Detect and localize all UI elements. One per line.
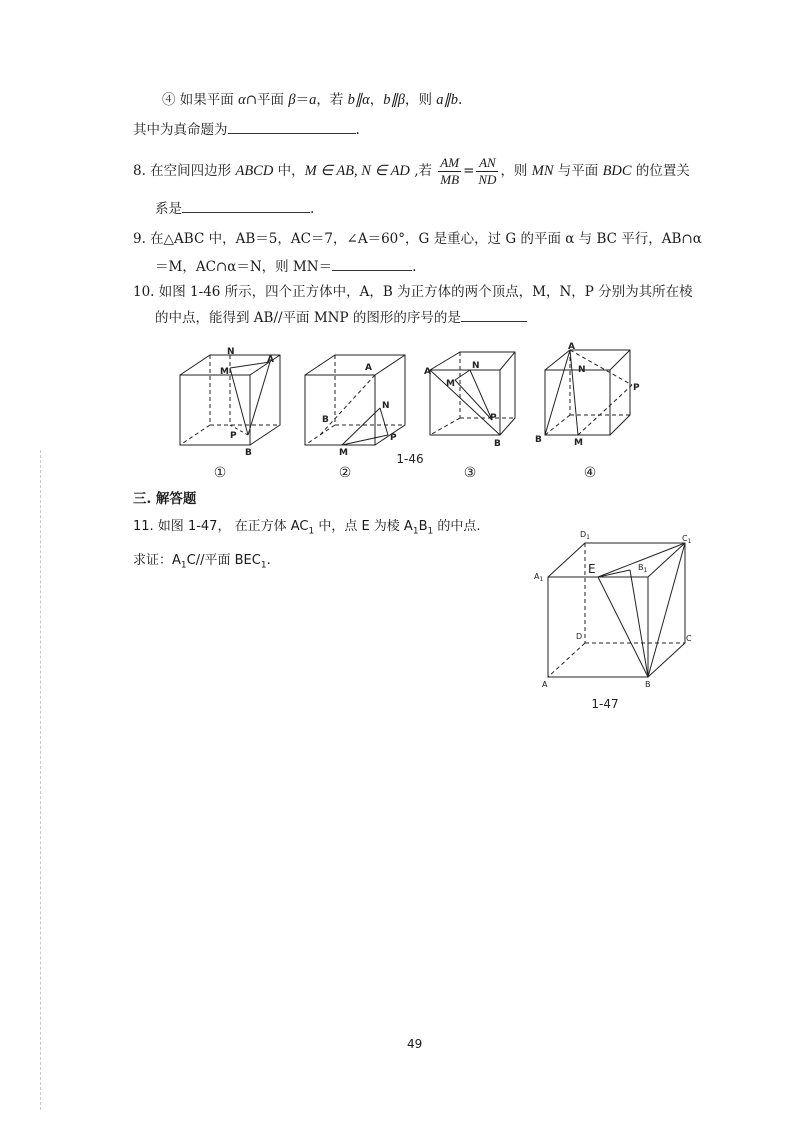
q11-proof-goal: 求证：$A_1C//$平面 $BEC_1$. <box>133 553 271 571</box>
fig46-2-label-p: P <box>390 433 397 443</box>
fig47-label-b: B <box>645 680 651 689</box>
item-4-statement: ④ 如果平面 α∩平面 β＝a，若 b∥α，b∥β，则 a∥b. <box>162 92 463 108</box>
fraction-an-nd: $\frac{AN}{ND}$ <box>478 155 497 187</box>
fig46-4-label-b: B <box>535 435 542 445</box>
fig46-label-3: ③ <box>463 465 477 481</box>
cube-2 <box>305 355 405 445</box>
figure-1-47 <box>530 525 700 720</box>
page-number: 49 <box>407 1037 423 1051</box>
fig47-label-c: C <box>686 634 692 643</box>
fig46-label-2: ② <box>338 465 352 481</box>
fig46-2-label-b: B <box>322 415 329 425</box>
q11-statement: 11. 如图 1-47， 在正方体 $AC_1$ 中，点 E 为棱 $A_1B_1$ 的中点. <box>133 519 481 537</box>
fig46-1-label-p: P <box>230 431 237 441</box>
fig47-label-c1: $C_1$ <box>682 534 692 545</box>
fig47-label-e: E <box>588 562 596 576</box>
fig46-4-label-m: M <box>574 438 583 448</box>
figure-1-46 <box>170 340 640 490</box>
fig46-1-label-b: B <box>245 448 252 458</box>
fig46-3-label-p: P <box>490 413 497 423</box>
fig47-caption: 1-47 <box>591 697 619 711</box>
fig46-3-label-a: A <box>424 367 431 377</box>
q9-answer-blank[interactable] <box>332 256 412 271</box>
q10-line1: 10. 如图 1-46 所示，四个正方体中，A，B 为正方体的两个顶点，M，N，P 分别为其所在棱 <box>133 284 693 300</box>
fig46-1-label-n: N <box>227 347 235 357</box>
fig47-label-d1: $D_1$ <box>580 530 590 541</box>
fig46-4-label-a: A <box>568 342 575 352</box>
q9-line1: 9. 在△ABC 中，AB＝5，AC＝7，∠A＝60°，G 是重心，过 G 的平面 α 与 BC 平行，AB∩α <box>133 231 702 247</box>
q8-line1: 8. 在空间四边形 ABCD 中，M ∈ AB, N ∈ AD ,若 $\frac{AM}{MB}$ = $\frac{AN}{ND}$ ，则 MN 与平面 BDC 的位置关 <box>133 155 690 187</box>
fig46-2-label-m: M <box>339 448 348 458</box>
q8-answer-blank[interactable] <box>182 198 310 213</box>
fig46-4-label-p: P <box>633 383 640 393</box>
fig46-3-label-b: B <box>494 439 501 449</box>
fig46-1-label-m: M <box>220 367 229 377</box>
fig46-4-label-n: N <box>578 365 586 375</box>
fig47-label-b1: $B_1$ <box>638 563 648 574</box>
q7-answer-blank[interactable] <box>228 119 356 134</box>
q10-answer-blank[interactable] <box>461 307 527 322</box>
section-3-title: 三. 解答题 <box>133 491 197 507</box>
fig46-caption: 1-46 <box>396 452 424 466</box>
q10-line2: 的中点，能得到 AB//平面 MNP 的图形的序号的是 <box>155 307 527 327</box>
fig47-label-a: A <box>542 680 548 689</box>
fig46-2-label-n: N <box>382 401 390 411</box>
q7-answer-line: 其中为真命题为 . <box>133 119 360 139</box>
fig47-label-a1: $A_1$ <box>534 572 544 583</box>
fig46-2-label-a: A <box>365 363 372 373</box>
fraction-am-mb: $\frac{AM}{MB}$ <box>440 155 460 187</box>
fig46-label-4: ④ <box>583 465 597 481</box>
fig47-label-d: D <box>576 632 583 641</box>
cube-4 <box>545 350 632 435</box>
binding-margin-marks <box>40 450 43 1110</box>
fig46-3-label-n: N <box>472 361 480 371</box>
fig46-label-1: ① <box>213 465 227 481</box>
q9-line2: ＝M，AC∩α＝N，则 MN＝ . <box>155 256 416 276</box>
fig46-3-label-m: M <box>446 379 455 389</box>
fig46-1-label-a: A <box>267 355 274 365</box>
q8-line2: 系是 . <box>155 198 314 218</box>
